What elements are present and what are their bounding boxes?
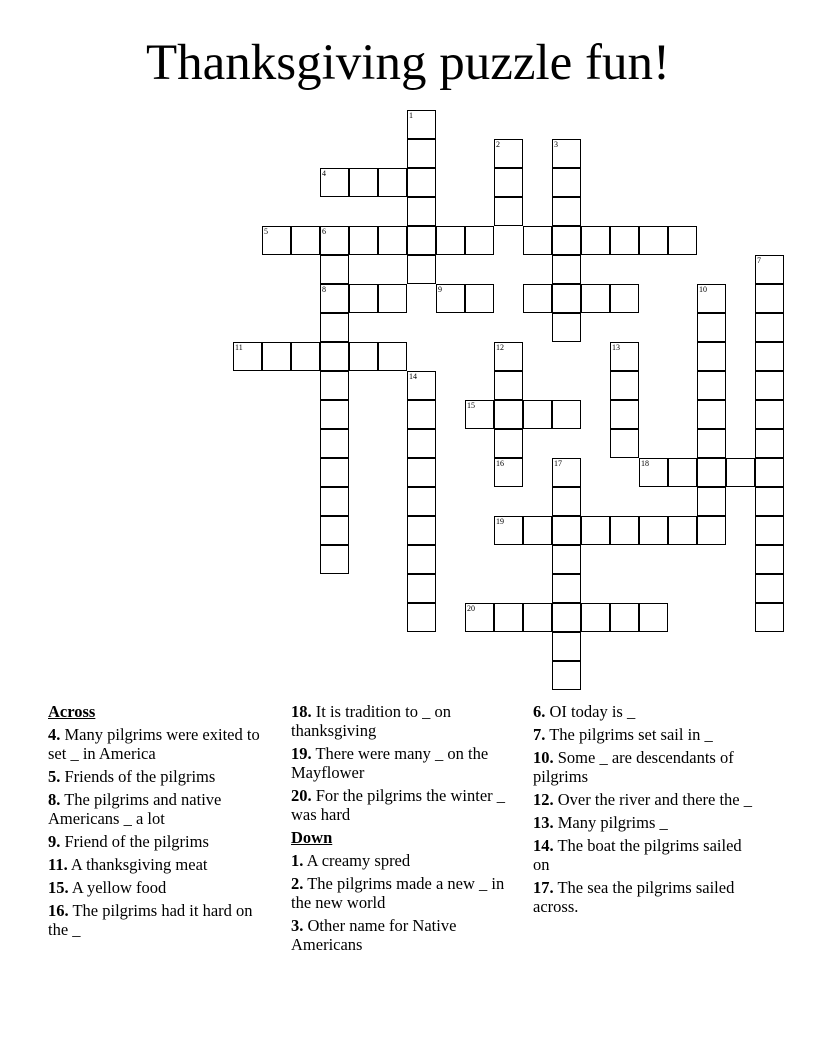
grid-cell[interactable] [552, 313, 581, 342]
clue-number: 9 [438, 285, 442, 294]
grid-cell[interactable] [610, 226, 639, 255]
clue-item-number: 4. [48, 725, 61, 744]
grid-cell[interactable] [552, 603, 581, 632]
clue-item-text: Other name for Native Americans [291, 916, 457, 954]
clue-item-text: The pilgrims set sail in _ [545, 725, 713, 744]
grid-cell[interactable] [552, 574, 581, 603]
clue-item-text: The boat the pilgrims sailed on [533, 836, 742, 874]
grid-cell[interactable] [494, 603, 523, 632]
clue-item-number: 18. [291, 702, 312, 721]
grid-cell[interactable] [465, 284, 494, 313]
grid-cell[interactable] [320, 313, 349, 342]
grid-cell[interactable] [552, 255, 581, 284]
grid-cell[interactable] [552, 226, 581, 255]
grid-cell[interactable] [581, 226, 610, 255]
grid-cell[interactable] [610, 516, 639, 545]
clue-item [533, 748, 755, 786]
grid-cell[interactable] [494, 400, 523, 429]
page-title: Thanksgiving puzzle fun! [145, 35, 671, 91]
clue-item [533, 878, 755, 916]
clue-item-text: Many pilgrims _ [553, 813, 668, 832]
grid-cell[interactable] [378, 168, 407, 197]
clue-item-number: 9. [48, 832, 61, 851]
grid-cell[interactable] [581, 603, 610, 632]
grid-cell[interactable] [320, 371, 349, 400]
grid-cell[interactable] [378, 342, 407, 371]
clue-item [48, 767, 270, 786]
clue-item-number: 8. [48, 790, 61, 809]
clue-number: 15 [467, 401, 475, 410]
grid-cell[interactable] [320, 545, 349, 574]
clue-item-number: 19. [291, 744, 312, 763]
grid-cell[interactable] [639, 516, 668, 545]
grid-cell[interactable] [610, 284, 639, 313]
grid-cell[interactable] [320, 516, 349, 545]
grid-cell[interactable] [407, 371, 436, 400]
grid-cell[interactable] [523, 284, 552, 313]
grid-cell[interactable] [755, 516, 784, 545]
grid-cell[interactable] [552, 400, 581, 429]
clue-number: 7 [757, 256, 761, 265]
clue-item-text: Some _ are descendants of pilgrims [533, 748, 734, 786]
grid-cell[interactable] [755, 313, 784, 342]
grid-cell[interactable] [494, 197, 523, 226]
clue-item [48, 878, 270, 897]
clue-number: 19 [496, 517, 504, 526]
clue-item-number: 3. [291, 916, 304, 935]
grid-cell[interactable] [407, 168, 436, 197]
grid-cell[interactable] [639, 603, 668, 632]
grid-cell[interactable] [407, 487, 436, 516]
grid-cell[interactable] [494, 342, 523, 371]
clue-number: 20 [467, 604, 475, 613]
grid-cell[interactable] [494, 429, 523, 458]
grid-cell[interactable] [320, 284, 349, 313]
clue-item-number: 15. [48, 878, 69, 897]
grid-cell[interactable] [436, 284, 465, 313]
grid-cell[interactable] [697, 371, 726, 400]
clue-column-2 [291, 702, 513, 958]
grid-cell[interactable] [755, 487, 784, 516]
clue-item-text: A creamy spred [303, 851, 411, 870]
grid-cell[interactable] [755, 284, 784, 313]
clue-number: 17 [554, 459, 562, 468]
grid-cell[interactable] [407, 603, 436, 632]
grid-cell[interactable] [552, 197, 581, 226]
grid-cell[interactable] [697, 429, 726, 458]
clue-item-text: A thanksgiving meat [67, 855, 208, 874]
grid-cell[interactable] [262, 342, 291, 371]
clue-item-text: It is tradition to _ on thanksgiving [291, 702, 451, 740]
clue-number: 6 [322, 227, 326, 236]
grid-cell[interactable] [639, 458, 668, 487]
grid-cell[interactable] [755, 429, 784, 458]
grid-cell[interactable] [755, 255, 784, 284]
clue-item [291, 702, 513, 740]
grid-cell[interactable] [755, 458, 784, 487]
clue-item [533, 813, 755, 832]
clue-item-text: A yellow food [68, 878, 167, 897]
clue-column-3 [533, 702, 755, 920]
clue-number: 18 [641, 459, 649, 468]
grid-cell[interactable] [668, 226, 697, 255]
clue-item [48, 790, 270, 828]
grid-cell[interactable] [697, 516, 726, 545]
grid-cell[interactable] [378, 226, 407, 255]
grid-cell[interactable] [407, 226, 436, 255]
clue-item-number: 17. [533, 878, 554, 897]
grid-cell[interactable] [610, 371, 639, 400]
grid-cell[interactable] [668, 516, 697, 545]
across-heading: Across [48, 702, 96, 721]
grid-cell[interactable] [320, 487, 349, 516]
clue-item-number: 10. [533, 748, 554, 767]
clue-item-number: 6. [533, 702, 546, 721]
grid-cell[interactable] [697, 458, 726, 487]
grid-cell[interactable] [320, 429, 349, 458]
grid-cell[interactable] [697, 284, 726, 313]
grid-cell[interactable] [407, 516, 436, 545]
clue-item-number: 1. [291, 851, 304, 870]
grid-cell[interactable] [523, 226, 552, 255]
grid-cell[interactable] [610, 342, 639, 371]
grid-cell[interactable] [523, 400, 552, 429]
grid-cell[interactable] [755, 400, 784, 429]
clue-number: 11 [235, 343, 243, 352]
grid-cell[interactable] [494, 168, 523, 197]
grid-cell[interactable] [407, 255, 436, 284]
grid-cell[interactable] [755, 545, 784, 574]
grid-cell[interactable] [233, 342, 262, 371]
clue-item-number: 2. [291, 874, 304, 893]
clue-item-text: OI today is _ [545, 702, 636, 721]
grid-cell[interactable] [755, 371, 784, 400]
clue-item [48, 855, 270, 874]
clue-number: 14 [409, 372, 417, 381]
clue-item [48, 832, 270, 851]
grid-cell[interactable] [494, 516, 523, 545]
grid-cell[interactable] [407, 110, 436, 139]
grid-cell[interactable] [320, 400, 349, 429]
clue-item [291, 851, 513, 870]
clue-item-text: For the pilgrims the winter _ was hard [291, 786, 506, 824]
grid-cell[interactable] [320, 342, 349, 371]
clue-item [48, 725, 270, 763]
grid-cell[interactable] [407, 545, 436, 574]
clue-item-text: Friend of the pilgrims [60, 832, 209, 851]
grid-cell[interactable] [755, 574, 784, 603]
clue-item [291, 786, 513, 824]
clue-item-text: Many pilgrims were exited to set _ in America [48, 725, 260, 763]
grid-cell[interactable] [552, 284, 581, 313]
clue-column-1 [48, 702, 270, 943]
clue-item-number: 14. [533, 836, 554, 855]
clue-item-number: 13. [533, 813, 554, 832]
grid-cell[interactable] [552, 661, 581, 690]
grid-cell[interactable] [320, 255, 349, 284]
clue-number: 4 [322, 169, 326, 178]
clue-item-number: 7. [533, 725, 546, 744]
clue-item [533, 702, 755, 721]
grid-cell[interactable] [349, 168, 378, 197]
clue-item [533, 836, 755, 874]
grid-cell[interactable] [610, 429, 639, 458]
clue-item [533, 725, 755, 744]
grid-cell[interactable] [320, 226, 349, 255]
grid-cell[interactable] [349, 284, 378, 313]
grid-cell[interactable] [494, 458, 523, 487]
grid-cell[interactable] [407, 429, 436, 458]
grid-cell[interactable] [407, 400, 436, 429]
grid-cell[interactable] [465, 400, 494, 429]
grid-cell[interactable] [552, 168, 581, 197]
clue-item [291, 744, 513, 782]
clue-item-number: 5. [48, 767, 61, 786]
grid-cell[interactable] [494, 371, 523, 400]
down-heading: Down [291, 828, 333, 847]
grid-cell[interactable] [262, 226, 291, 255]
clue-number: 13 [612, 343, 620, 352]
grid-cell[interactable] [436, 226, 465, 255]
grid-cell[interactable] [523, 516, 552, 545]
grid-cell[interactable] [407, 458, 436, 487]
grid-cell[interactable] [320, 458, 349, 487]
clue-item-text: The pilgrims had it hard on the _ [48, 901, 253, 939]
clue-item-number: 16. [48, 901, 69, 920]
clue-number: 8 [322, 285, 326, 294]
grid-cell[interactable] [697, 487, 726, 516]
grid-cell[interactable] [378, 284, 407, 313]
clue-number: 5 [264, 227, 268, 236]
clue-item [48, 901, 270, 939]
grid-cell[interactable] [668, 458, 697, 487]
grid-cell[interactable] [726, 458, 755, 487]
grid-cell[interactable] [581, 284, 610, 313]
clue-item-number: 11. [48, 855, 68, 874]
grid-cell[interactable] [697, 342, 726, 371]
grid-cell[interactable] [755, 342, 784, 371]
clue-item-text: There were many _ on the Mayflower [291, 744, 489, 782]
grid-cell[interactable] [552, 516, 581, 545]
clue-number: 2 [496, 140, 500, 149]
clue-number: 10 [699, 285, 707, 294]
grid-cell[interactable] [407, 574, 436, 603]
clue-item-text: The sea the pilgrims sailed across. [533, 878, 735, 916]
grid-cell[interactable] [639, 226, 668, 255]
clue-item-text: Friends of the pilgrims [60, 767, 216, 786]
grid-cell[interactable] [291, 342, 320, 371]
grid-cell[interactable] [552, 545, 581, 574]
clue-number: 1 [409, 111, 413, 120]
grid-cell[interactable] [349, 226, 378, 255]
grid-cell[interactable] [494, 139, 523, 168]
grid-cell[interactable] [581, 516, 610, 545]
grid-cell[interactable] [755, 603, 784, 632]
clue-item [291, 874, 513, 912]
grid-cell[interactable] [552, 487, 581, 516]
clue-number: 12 [496, 343, 504, 352]
clue-item [291, 916, 513, 954]
grid-cell[interactable] [465, 603, 494, 632]
clue-item-text: The pilgrims and native Americans _ a lot [48, 790, 222, 828]
grid-cell[interactable] [291, 226, 320, 255]
grid-cell[interactable] [697, 400, 726, 429]
grid-cell[interactable] [552, 139, 581, 168]
grid-cell[interactable] [552, 458, 581, 487]
clue-item-number: 20. [291, 786, 312, 805]
grid-cell[interactable] [407, 139, 436, 168]
grid-cell[interactable] [407, 197, 436, 226]
grid-cell[interactable] [465, 226, 494, 255]
clue-number: 3 [554, 140, 558, 149]
grid-cell[interactable] [610, 400, 639, 429]
clue-item-text: Over the river and there the _ [553, 790, 752, 809]
grid-cell[interactable] [320, 168, 349, 197]
grid-cell[interactable] [349, 342, 378, 371]
grid-cell[interactable] [610, 603, 639, 632]
clue-item-number: 12. [533, 790, 554, 809]
clue-number: 16 [496, 459, 504, 468]
grid-cell[interactable] [697, 313, 726, 342]
clue-item [533, 790, 755, 809]
grid-cell[interactable] [552, 632, 581, 661]
grid-cell[interactable] [523, 603, 552, 632]
clue-item-text: The pilgrims made a new _ in the new world [291, 874, 505, 912]
